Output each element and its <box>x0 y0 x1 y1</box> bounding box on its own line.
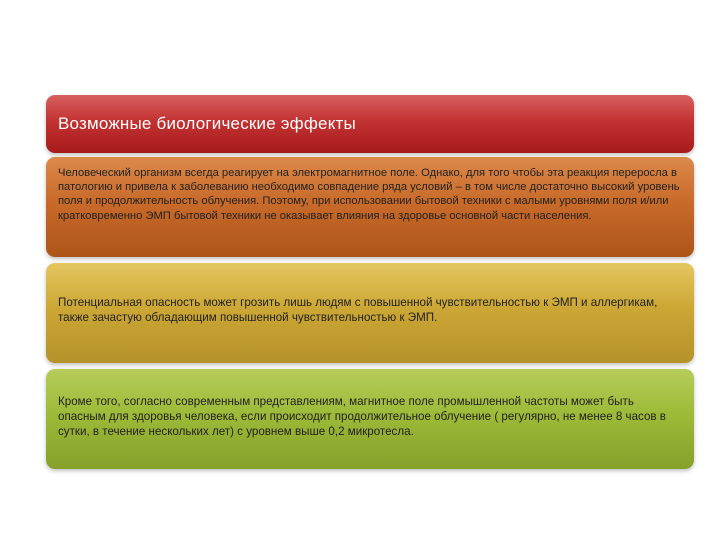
title-box <box>46 95 694 153</box>
content-box-1 <box>46 157 694 257</box>
slide-title: Возможные биологические эффекты <box>58 114 356 133</box>
content-text-3: Кроме того, согласно современным представлениям, магнитное поле промышленной частоты может быть опасным для здоровья человека, если происходит продолжительное облучение ( регулярно, не менее 8 часов в сутки, в течение нескольких лет) с уровнем выше 0,2 микротесла. <box>58 395 666 438</box>
content-text-1: Человеческий организм всегда реагирует на электромагнитное поле. Однако, для того чтобы эта реакция переросла в патологию и привела к заболеванию необходимо совпадение ряда условий – в том числе достаточно высокий уровень поля и продолжительность облучения. Поэтому, при использовании бытовой техники с малыми уровнями поля и/или кратковременно ЭМП бытовой техники не оказывает влияния на здоровье основной части населения. <box>58 167 680 222</box>
content-box-3 <box>46 369 694 469</box>
content-text-2: Потенциальная опасность может грозить лишь людям с повышенной чувствительностью к ЭМП и аллергикам, также зачастую обладающим повышенной чувствительностью к ЭМП. <box>58 296 658 324</box>
content-box-2 <box>46 263 694 363</box>
